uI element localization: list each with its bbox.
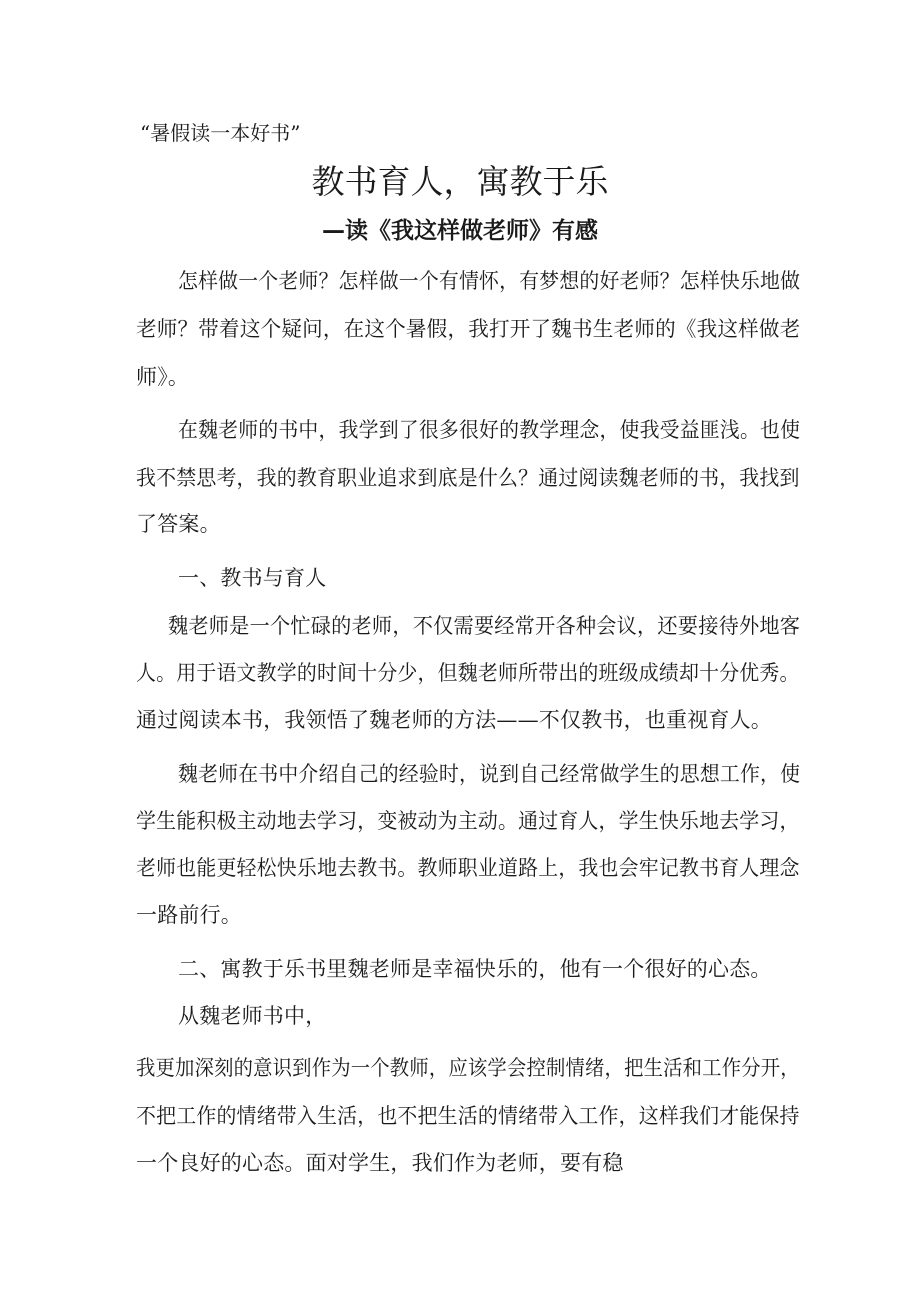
text-line: 魏老师在书中介绍自己的经验时，说到自己经常做学生的思想工作，使 xyxy=(178,762,801,786)
text-line: 学生能积极主动地去学习，变被动为主动。通过育人，学生快乐地去学习， xyxy=(136,809,800,833)
section-heading: 一、教书与育人 xyxy=(178,566,327,590)
text-line: 在魏老师的书中，我学到了很多很好的教学理念，使我受益匪浅。也使 xyxy=(178,418,801,442)
series-label: “暑假读一本好书” xyxy=(140,121,301,145)
text-line: 老师？带着这个疑问，在这个暑假，我打开了魏书生老师的《我这样做老 xyxy=(136,317,801,341)
text-line: 怎样做一个老师？怎样做一个有情怀，有梦想的好老师？怎样快乐地做 xyxy=(178,269,801,293)
text-line: 老师也能更轻松快乐地去教书。教师职业道路上，我也会牢记教书育人理念 xyxy=(136,856,800,880)
text-line: 从魏老师书中， xyxy=(178,1004,327,1028)
text-line: 我更加深刻的意识到作为一个教师，应该学会控制情绪，把生活和工作分开， xyxy=(136,1056,800,1080)
text-line: 一路前行。 xyxy=(136,903,242,927)
essay-subtitle: —读《我这样做老师》有感 xyxy=(322,218,598,244)
text-line: 不把工作的情绪带入生活，也不把生活的情绪带入工作，这样我们才能保持 xyxy=(136,1104,800,1128)
essay-title: 教书育人，寓教于乐 xyxy=(311,162,609,201)
text-line: 人。用于语文教学的时间十分少，但魏老师所带出的班级成绩却十分优秀。 xyxy=(136,661,800,685)
text-line: 师》。 xyxy=(136,365,190,389)
text-line: 一个良好的心态。面对学生，我们作为老师，要有稳 xyxy=(136,1151,624,1175)
text-line: 魏老师是一个忙碌的老师，不仅需要经常开各种会议，还要接待外地客 xyxy=(168,614,801,638)
text-line: 通过阅读本书，我领悟了魏老师的方法——不仅教书，也重视育人。 xyxy=(136,708,772,732)
section-heading: 二、寓教于乐书里魏老师是幸福快乐的，他有一个很好的心态。 xyxy=(178,957,772,981)
text-line: 了答案。 xyxy=(136,512,221,536)
text-line: 我不禁思考，我的教育职业追求到底是什么？通过阅读魏老师的书，我找到 xyxy=(136,466,800,490)
